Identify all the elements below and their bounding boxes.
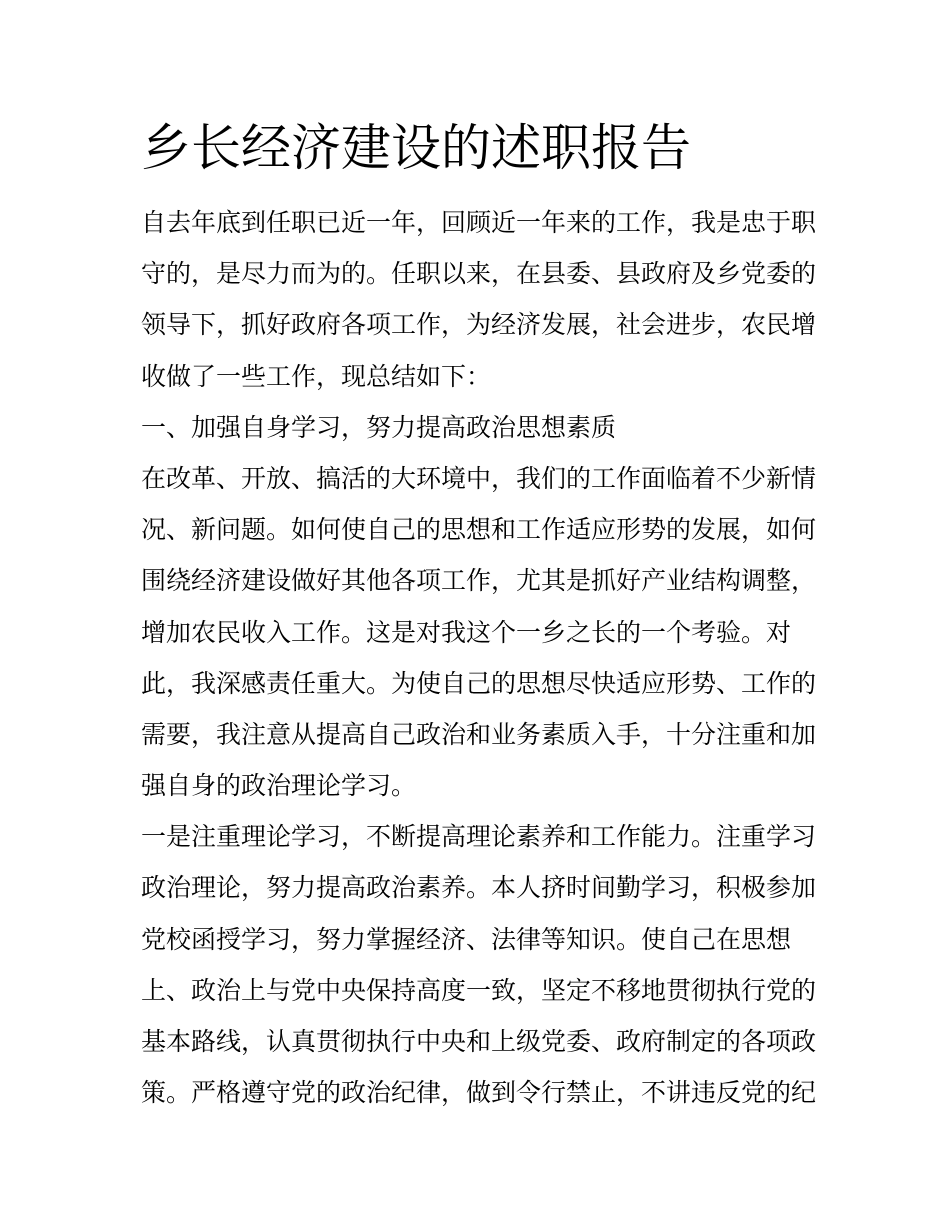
document-title: 乡长经济建设的述职报告 (141, 119, 691, 177)
body-line: 一是注重理论学习，不断提高理论素养和工作能力。注重学习 (141, 822, 817, 852)
body-line: 党校函授学习，努力掌握经济、法律等知识。使自己在思想 (141, 924, 792, 954)
body-line: 围绕经济建设做好其他各项工作，尤其是抓好产业结构调整， (141, 566, 817, 596)
body-line: 策。严格遵守党的政治纪律，做到令行禁止，不讲违反党的纪 (141, 1078, 817, 1108)
body-line: 收做了一些工作，现总结如下： (141, 361, 492, 391)
body-line: 需要，我注意从提高自己政治和业务素质入手，十分注重和加 (141, 719, 817, 749)
body-line: 自去年底到任职已近一年，回顾近一年来的工作，我是忠于职 (141, 208, 817, 237)
body-line: 基本路线，认真贯彻执行中央和上级党委、政府制定的各项政 (141, 1027, 817, 1056)
body-line: 况、新问题。如何使自己的思想和工作适应形势的发展，如何 (141, 515, 817, 545)
body-line: 此，我深感责任重大。为使自己的思想尽快适应形势、工作的 (141, 668, 817, 698)
body-line: 强自身的政治理论学习。 (141, 771, 417, 801)
body-line: 增加农民收入工作。这是对我这个一乡之长的一个考验。对 (141, 617, 792, 647)
body-line: 守的，是尽力而为的。任职以来，在县委、县政府及乡党委的 (141, 259, 817, 289)
document-body (141, 197, 821, 1118)
body-line: 在改革、开放、搞活的大环境中，我们的工作面临着不少新情 (141, 463, 817, 493)
section-heading: 一、加强自身学习，努力提高政治思想素质 (141, 412, 617, 442)
body-line: 上、政治上与党中央保持高度一致，坚定不移地贯彻执行党的 (141, 975, 817, 1005)
body-line: 领导下，抓好政府各项工作，为经济发展，社会进步，农民增 (141, 310, 817, 340)
body-line: 政治理论，努力提高政治素养。本人挤时间勤学习，积极参加 (141, 873, 817, 903)
